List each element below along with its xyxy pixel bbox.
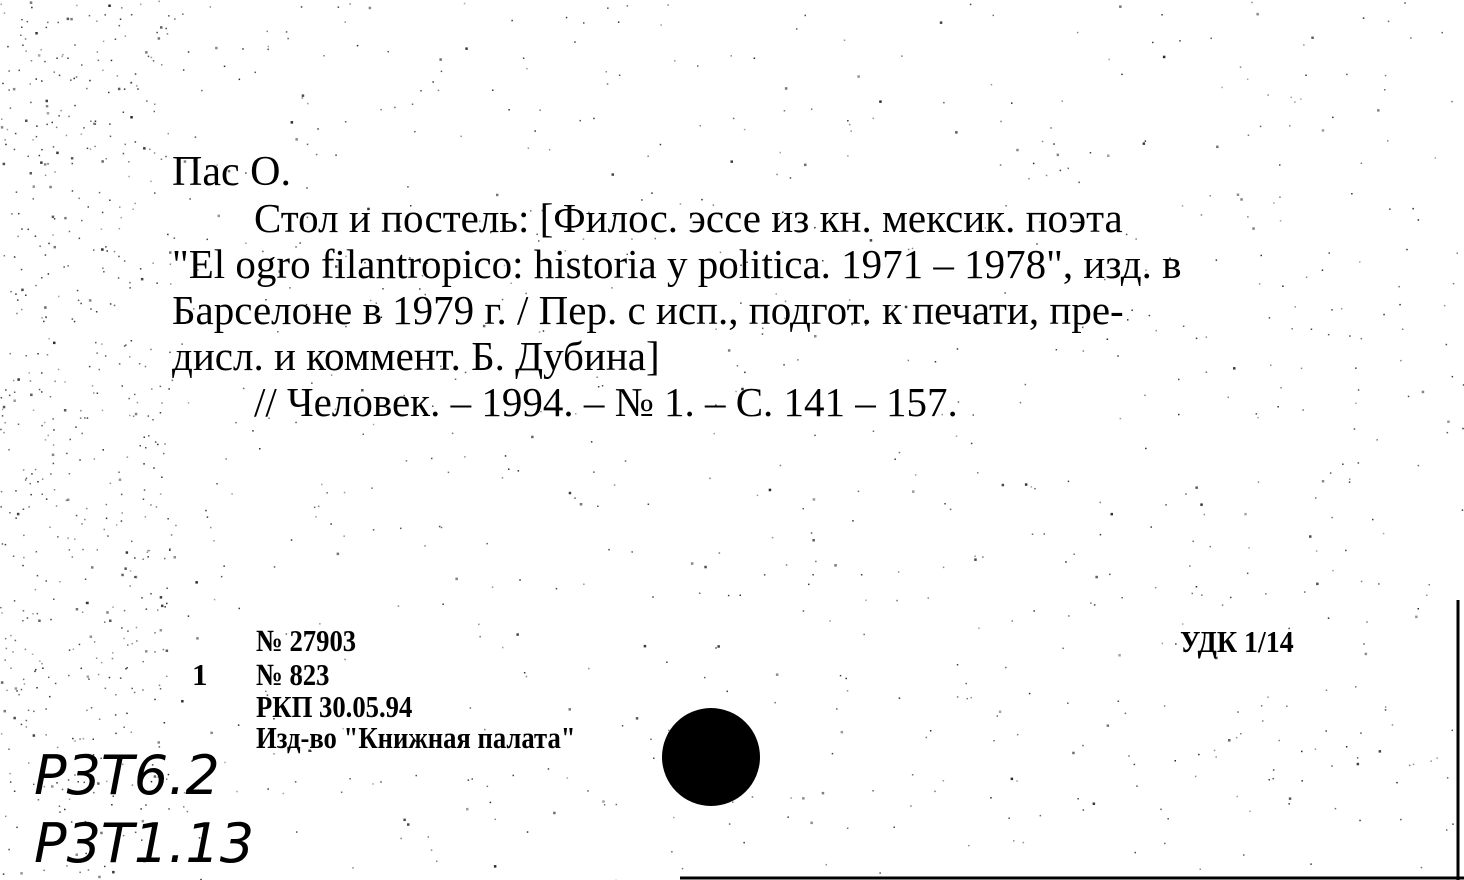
handwritten-code-2 <box>30 814 410 874</box>
author-name: Пас О. <box>172 149 291 195</box>
punch-hole <box>662 708 760 806</box>
accession-number: № 27903 <box>256 623 357 658</box>
rkp-date: РКП 30.05.94 <box>256 689 413 724</box>
copies-count: 1 <box>192 657 208 692</box>
title-line-2: "El ogro filantropico: historia y politica. 1971 – 1978", изд. в <box>172 241 1182 287</box>
handwritten-code-1-text: Р3Т6.2 <box>34 746 220 806</box>
handwritten-code-2-text: Р3Т1.13 <box>34 814 255 874</box>
source-line: // Человек. – 1994. – № 1. – С. 141 – 157. <box>254 379 958 425</box>
record-number: № 823 <box>256 657 330 692</box>
publisher: Изд-во "Книжная палата" <box>256 720 576 755</box>
handwritten-code-1 <box>30 746 410 806</box>
udk-code: УДК 1/14 <box>1180 624 1294 659</box>
title-line-1: Стол и постель: [Филос. эссе из кн. мексик. поэта <box>254 195 1123 241</box>
title-line-3: Барселоне в 1979 г. / Пер. с исп., подгот. к печати, пре- <box>172 287 1124 333</box>
title-line-4: дисл. и коммент. Б. Дубина] <box>172 333 660 379</box>
